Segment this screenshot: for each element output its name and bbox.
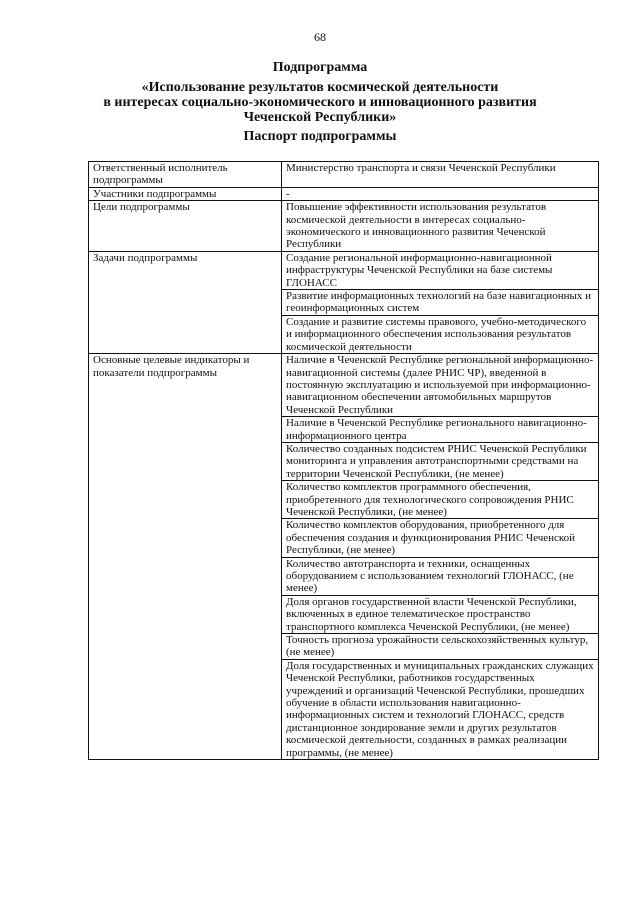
row-value: Повышение эффективности использования результатов космической деятельности в интересах социально-экономического и инновационного развития Чеченской Республики (282, 201, 599, 252)
row-value: Создание региональной информационно-навигационной инфраструктуры Чеченской Республики на базе системы ГЛОНАСС (282, 251, 599, 289)
row-value: Министерство транспорта и связи Чеченской Республики (282, 162, 599, 188)
row-value: Создание и развитие системы правового, учебно-методического и информационного обеспечения использования результатов космической деятельности (282, 315, 599, 353)
row-value: Наличие в Чеченской Республике регионального навигационно-информационного центра (282, 417, 599, 443)
row-value: Количество автотранспорта и техники, оснащенных оборудованием с использованием технологий ГЛОНАСС, (не менее) (282, 557, 599, 595)
row-value: Количество комплектов программного обеспечения, приобретенного для технологического сопровождения РНИС Чеченской Республики, (не менее) (282, 481, 599, 519)
table-row (89, 251, 599, 289)
subprogram-name (0, 80, 640, 125)
subprogram-name-line: в интересах социально-экономического и инновационного развития (103, 95, 537, 110)
table-row (89, 354, 599, 417)
row-label: Основные целевые индикаторы и показатели подпрограммы (89, 354, 282, 760)
row-value: Точность прогноза урожайности сельскохозяйственных культур, (не менее) (282, 634, 599, 660)
row-label: Цели подпрограммы (89, 201, 282, 252)
row-value: Доля органов государственной власти Чеченской Республики, включенных в единое телематическое пространство транспортного комплекса Чеченской Республики, (не менее) (282, 595, 599, 633)
row-label: Участники подпрограммы (89, 187, 282, 200)
row-label: Ответственный исполнитель подпрограммы (89, 162, 282, 188)
row-value: Количество комплектов оборудования, приобретенного для обеспечения создания и функционирования РНИС Чеченской Республики, (не менее) (282, 519, 599, 557)
row-value: Наличие в Чеченской Республике региональной информационно-навигационной системы (далее РНИС ЧР), введенной в постоянную эксплуатацию и используемой при информационно-навигационном обеспечении автомобильных маршрутов Чеченской Республики (282, 354, 599, 417)
row-value: Развитие информационных технологий на базе навигационных и геоинформационных систем (282, 290, 599, 316)
page-number: 68 (314, 30, 326, 44)
row-value: - (282, 187, 599, 200)
passport-title: Паспорт подпрограммы (243, 129, 397, 144)
subprogram-name-line: «Использование результатов космической деятельности (141, 80, 499, 95)
table-row (89, 187, 599, 200)
passport-table (88, 161, 599, 760)
table-row (89, 201, 599, 252)
table-row (89, 162, 599, 188)
subprogram-name-line: Чеченской Республики» (243, 110, 397, 125)
row-value: Доля государственных и муниципальных гражданских служащих Чеченской Республики, работников государственных учреждений и организаций Чеченской Республики, прошедших обучение в области использования навигационно-информационных систем и технологий ГЛОНАСС, средств дистанционное зондирование земли и других результатов космической деятельности, созданных в рамках реализации программы, (не менее) (282, 659, 599, 759)
row-value: Количество созданных подсистем РНИС Чеченской Республики мониторинга и управления автотранспортными средствами на территории Чеченской Республики, (не менее) (282, 442, 599, 480)
row-label: Задачи подпрограммы (89, 251, 282, 353)
subprogram-title: Подпрограмма (272, 60, 368, 75)
